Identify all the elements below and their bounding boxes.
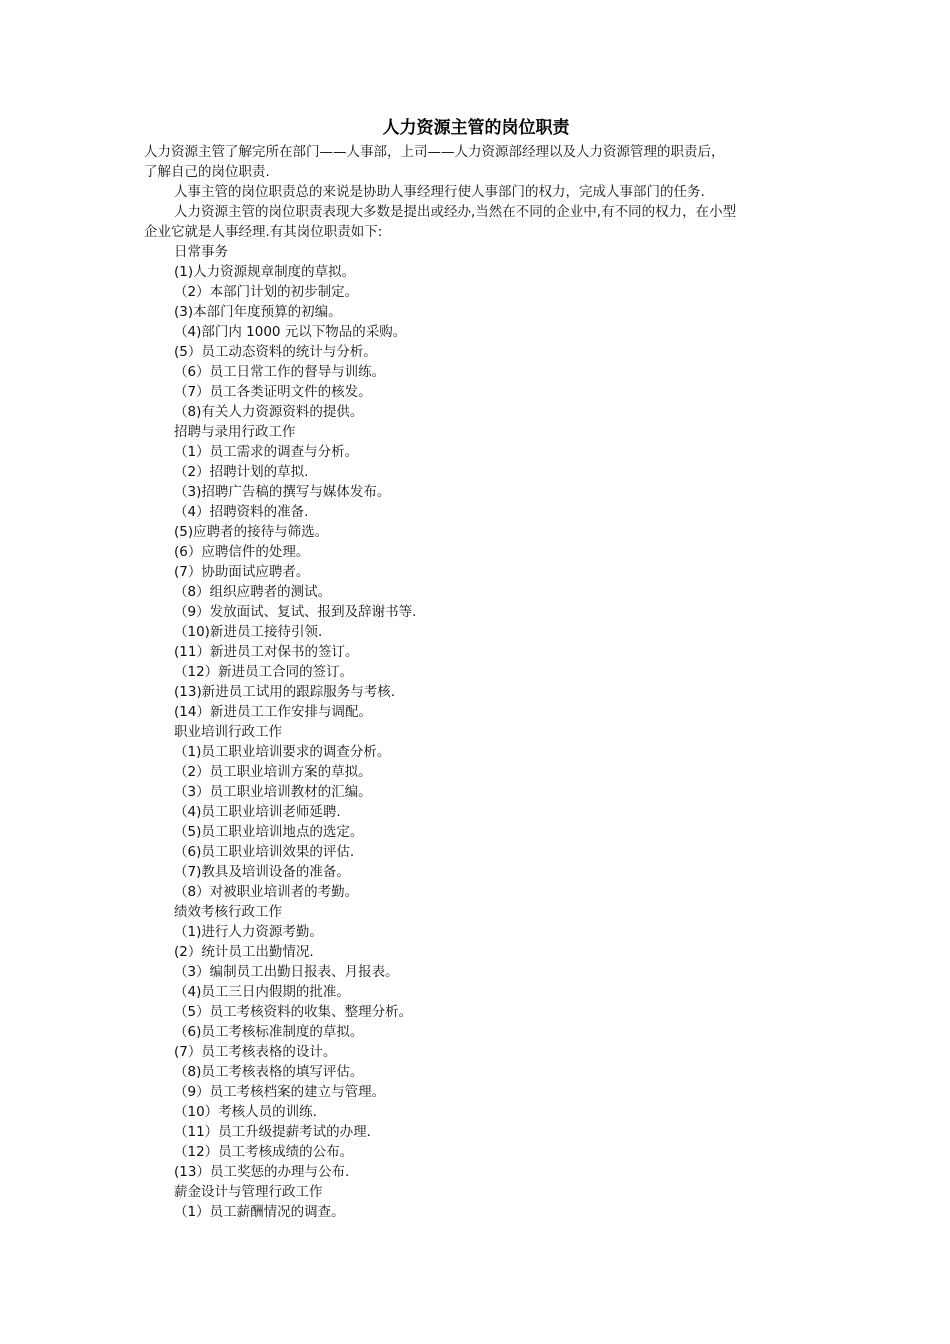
text-line: （8）组织应聘者的测试。	[174, 584, 332, 600]
text-line: （2）招聘计划的草拟.	[174, 464, 309, 480]
text-line: (5)应聘者的接待与筛选。	[174, 524, 329, 540]
text-line: 绩效考核行政工作	[174, 904, 282, 920]
text-line: （6)员工职业培训效果的评估.	[174, 844, 355, 860]
text-line: （3）员工职业培训教材的汇编。	[174, 784, 372, 800]
text-line: （10）考核人员的训练.	[174, 1104, 317, 1120]
document-page	[144, 114, 808, 1222]
text-line: （1）员工薪酬情况的调查。	[174, 1204, 345, 1220]
text-line: 人力资源主管了解完所在部门——人事部，上司——人力资源部经理以及人力资源管理的职责后，	[144, 144, 725, 160]
text-line: (3)本部门年度预算的初编。	[174, 304, 342, 320]
text-line: （5）员工考核资料的收集、整理分析。	[174, 1004, 413, 1020]
text-line: 日常事务	[174, 244, 228, 260]
text-line: （12）员工考核成绩的公布。	[174, 1144, 354, 1160]
text-line: 招聘与录用行政工作	[174, 424, 296, 440]
text-line: (11）新进员工对保书的签订。	[174, 644, 359, 660]
text-line: （1)员工职业培训要求的调查分析。	[174, 744, 391, 760]
text-line: （8)有关人力资源资料的提供。	[174, 404, 364, 420]
text-line: （6）员工日常工作的督导与训练。	[174, 364, 386, 380]
text-line: （9）发放面试、复试、报到及辞谢书等.	[174, 604, 417, 620]
text-line: (6）应聘信件的处理。	[174, 544, 310, 560]
text-line: （7)教具及培训设备的准备。	[174, 864, 350, 880]
text-line: （4)员工职业培训老师延聘.	[174, 804, 341, 820]
text-line: （3)招聘广告稿的撰写与媒体发布。	[174, 484, 391, 500]
text-line: (13)新进员工试用的跟踪服务与考核.	[174, 684, 396, 700]
text-line: （3）编制员工出勤日报表、月报表。	[174, 964, 399, 980]
text-line: （12）新进员工合同的签订。	[174, 664, 354, 680]
document-title: 人力资源主管的岗位职责	[382, 118, 570, 138]
text-line: （5)员工职业培训地点的选定。	[174, 824, 364, 840]
text-line: （8)员工考核表格的填写评估。	[174, 1064, 364, 1080]
text-line: (7）协助面试应聘者。	[174, 564, 310, 580]
text-line: （9）员工考核档案的建立与管理。	[174, 1084, 386, 1100]
text-line: 人力资源主管的岗位职责表现大多数是提出或经办,当然在不同的企业中,有不同的权力，在小型	[174, 204, 737, 220]
text-line: （4）招聘资料的准备.	[174, 504, 309, 520]
text-line: (2）统计员工出勤情况.	[174, 944, 314, 960]
text-line: （7）员工各类证明文件的核发。	[174, 384, 372, 400]
text-line: （2）员工职业培训方案的草拟。	[174, 764, 372, 780]
text-line: （1)进行人力资源考勤。	[174, 924, 323, 940]
text-line: （4)员工三日内假期的批准。	[174, 984, 350, 1000]
text-line: （2）本部门计划的初步制定。	[174, 284, 359, 300]
text-line: (14）新进员工工作安排与调配。	[174, 704, 372, 720]
text-line: 企业它就是人事经理.有其岗位职责如下:	[144, 224, 383, 240]
document-body	[144, 142, 808, 1222]
text-line: (1)人力资源规章制度的草拟。	[174, 264, 356, 280]
text-line: （10)新进员工接待引领.	[174, 624, 323, 640]
text-line: 薪金设计与管理行政工作	[174, 1184, 323, 1200]
text-line: （11）员工升级提薪考试的办理.	[174, 1124, 371, 1140]
text-line: （8）对被职业培训者的考勤。	[174, 884, 359, 900]
text-line: (7）员工考核表格的设计。	[174, 1044, 337, 1060]
text-line: (5）员工动态资料的统计与分析。	[174, 344, 377, 360]
text-line: （4)部门内 1000 元以下物品的采购。	[174, 324, 407, 340]
text-line: （6)员工考核标准制度的草拟。	[174, 1024, 364, 1040]
text-line: （1）员工需求的调查与分析。	[174, 444, 359, 460]
text-line: (13）员工奖惩的办理与公布.	[174, 1164, 350, 1180]
text-line: 了解自己的岗位职责.	[144, 164, 270, 180]
text-line: 人事主管的岗位职责总的来说是协助人事经理行使人事部门的权力，完成人事部门的任务.	[174, 184, 705, 200]
text-line: 职业培训行政工作	[174, 724, 282, 740]
